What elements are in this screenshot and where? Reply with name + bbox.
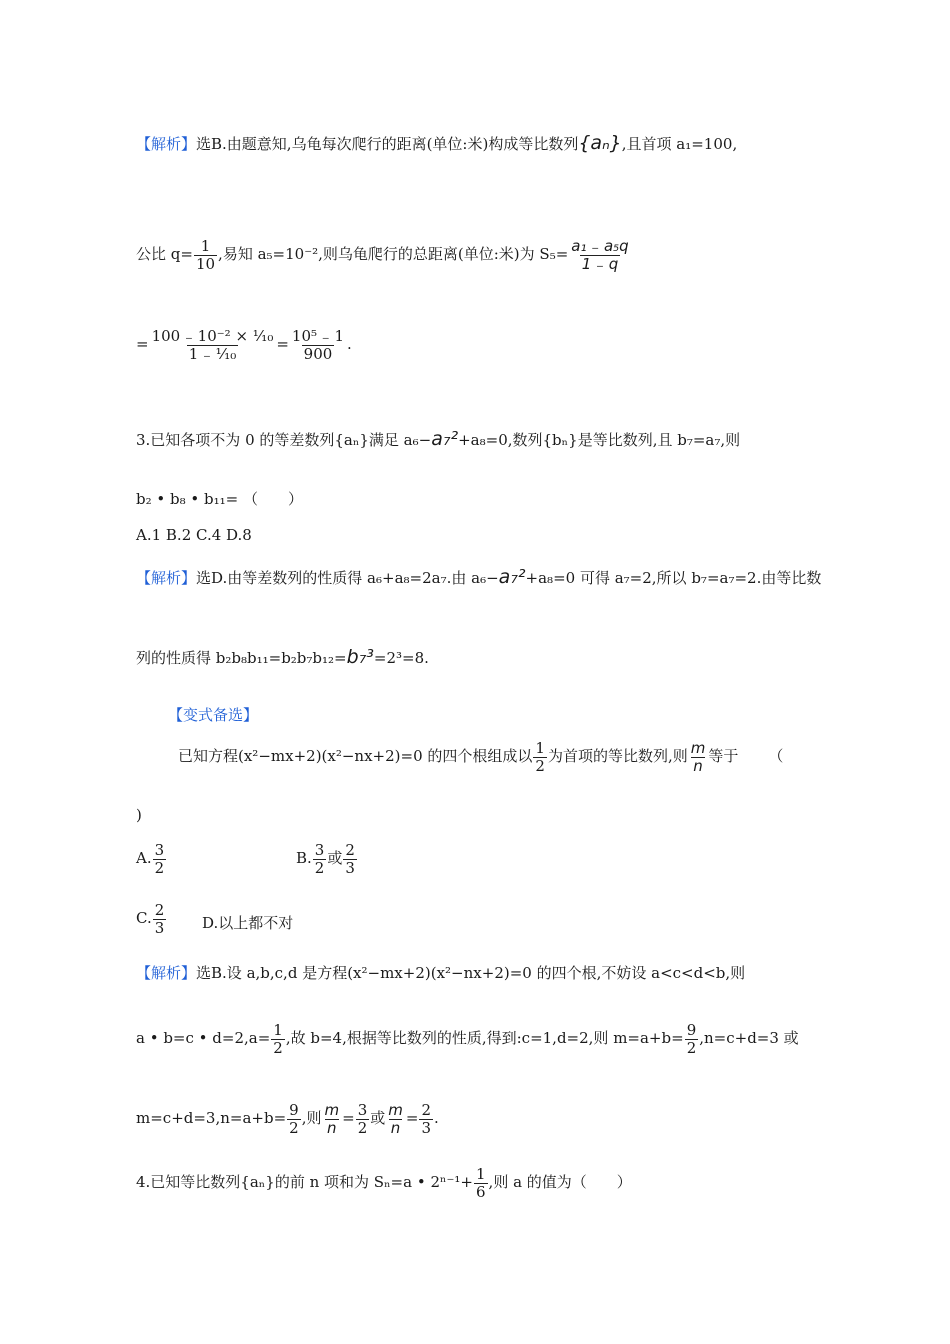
question-3-cont: b₂ • b₈ • b₁₁= （ ） xyxy=(136,490,303,508)
question-3: 3.已知各项不为 0 的等差数列{aₙ}满足 a₆−a₇²+a₈=0,数列{bₙ}是等比数列,且 b₇=a₇,则 xyxy=(136,428,741,450)
question-4: 4.已知等比数列{aₙ}的前 n 项和为 Sₙ=a • 2ⁿ⁻¹+ $\frac{1}{6}$ ,则 a 的值为（ ） xyxy=(136,1165,632,1201)
analysis-line-1: 【解析】选B.由题意知,乌龟每次爬行的距离(单位:米)构成等比数列{aₙ},且首项 a₁=100, xyxy=(136,132,738,154)
analysis-tag: 【解析】 xyxy=(136,135,197,153)
sequence-symbol: {aₙ} xyxy=(578,132,622,154)
variant-question: 已知方程(x²−mx+2)(x²−nx+2)=0 的四个根组成以 $\frac{1}{2}$ 为首项的等比数列,则 $\frac{m}{n}$ 等于 （ xyxy=(178,739,784,775)
sum-formula-fraction: $\frac{\text{a₁ ₋ a₅q}}{1 _- q}$ xyxy=(571,237,629,273)
variant-paren: ) xyxy=(136,806,142,824)
question-3-options: A.1 B.2 C.4 D.8 xyxy=(136,526,252,544)
fraction: $\frac{1}{10}$ xyxy=(195,237,216,273)
solution-v-line-3: m=c+d=3,n=a+b= $\frac{9}{2}$ ,则 $\frac{m}{n}$ = $\frac{3}{2}$ 或 $\frac{m}{n}$ = $\frac{2}{3}$ . xyxy=(136,1101,439,1137)
analysis-line-3: = $\frac{\text{100 ₋ 10⁻² × ¹⁄₁₀}}{\text{1 ₋ ¹⁄₁₀}}$ = $\frac{\text{10⁵ ₋ 1}}{900}$ . xyxy=(136,327,352,363)
solution-3-line-2: 列的性质得 b₂b₈b₁₁=b₂b₇b₁₂=b₇³=2³=8. xyxy=(136,646,429,668)
solution-3-line-1: 【解析】选D.由等差数列的性质得 a₆+a₈=2a₇.由 a₆−a₇²+a₈=0 可得 a₇=2,所以 b₇=a₇=2.由等比数 xyxy=(136,566,822,588)
option-c: C. $\frac{2}{3}$ xyxy=(136,901,165,937)
option-a: A. $\frac{3}{2}$ xyxy=(136,841,165,877)
solution-v-line-2: a • b=c • d=2,a= $\frac{1}{2}$ ,故 b=4,根据等比数列的性质,得到:c=1,d=2,则 m=a+b= $\frac{9}{2}$ ,n=c+d=3 或 xyxy=(136,1021,799,1057)
option-d: D.以上都不对 xyxy=(202,914,294,932)
analysis-line-2: 公比 q= $\frac{1}{10}$ ,易知 a₅=10⁻²,则乌龟爬行的总距离(单位:米)为 S₅= $\frac{\text{a₁ ₋ a₅q}}{1 _- q}$ xyxy=(136,237,629,273)
variant-tag: 【变式备选】 xyxy=(168,706,259,724)
solution-v-line-1: 【解析】选B.设 a,b,c,d 是方程(x²−mx+2)(x²−nx+2)=0 的四个根,不妨设 a<c<d<b,则 xyxy=(136,964,746,982)
fraction: $\frac{\text{100 ₋ 10⁻² × ¹⁄₁₀}}{\text{1 ₋ ¹⁄₁₀}}$ xyxy=(151,327,274,363)
fraction: $\frac{\text{10⁵ ₋ 1}}{900}$ xyxy=(291,327,345,363)
option-b: B. $\frac{3}{2}$ 或 $\frac{2}{3}$ xyxy=(296,841,355,877)
